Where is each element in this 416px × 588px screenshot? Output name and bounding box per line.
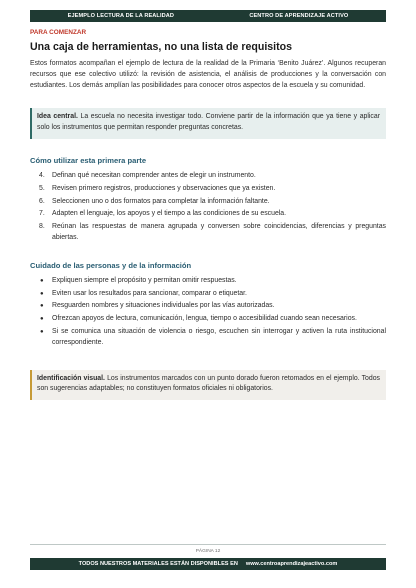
page-content xyxy=(30,29,386,400)
bullet-text: Ofrezcan apoyos de lectura, comunicación, lengua, tiempo o accesibilidad cuando sean necesarios. xyxy=(52,315,357,323)
bullet-icon: ● xyxy=(40,328,44,335)
step-number: 7. xyxy=(39,210,45,218)
bullet-icon: ● xyxy=(40,303,44,310)
visual-id-callout xyxy=(30,370,386,401)
bullet-text: Resguarden nombres y situaciones individuales por las vías autorizadas. xyxy=(52,302,275,310)
list-item xyxy=(30,276,386,287)
step-text: Reúnan las respuestas de manera agrupada y conversen sobre coincidencias, diferencias y preguntas abiertas. xyxy=(52,223,386,241)
bullet-text: Si se comunica una situación de violencia o riesgo, escuchen sin interrogar y activen la ruta institucional correspondiente. xyxy=(52,327,386,346)
list-item xyxy=(30,327,386,349)
section-heading-care: Cuidado de las personas y de la información xyxy=(30,260,192,270)
step-text: Revisen primero registros, producciones y observaciones que ya existen. xyxy=(52,184,276,192)
footer-url-link[interactable]: www.centroaprendizajeactivo.com xyxy=(245,561,338,567)
callout-text: La escuela no necesita investigar todo. Conviene partir de la información que ya tiene y aplicar solo los instrumentos que permitan responder preguntas concretas. xyxy=(37,113,381,132)
central-idea-callout xyxy=(30,108,386,139)
steps-list xyxy=(30,171,386,244)
step-number: 8. xyxy=(39,223,45,231)
step-number: 5. xyxy=(39,184,45,192)
list-item xyxy=(30,222,386,244)
list-item xyxy=(30,289,386,300)
step-text: Adapten el lenguaje, los apoyos y el tiempo a las condiciones de su escuela. xyxy=(52,210,287,218)
step-text: Definan qué necesitan comprender antes de elegir un instrumento. xyxy=(52,171,256,179)
intro-paragraph: Estos formatos acompañan el ejemplo de lectura de la realidad de la Primaria ‘Benito Juárez’. Algunos recuperan recursos que ese colectivo utilizó: la revisión de asistencia, el análisis de producciones y la conversación con estudiantes. Los demás amplían las posibilidades para conocer otros aspectos de la escuela y su comunidad. xyxy=(30,60,386,89)
section-kicker: PARA COMENZAR xyxy=(30,29,87,36)
section-heading-usage: Cómo utilizar esta primera parte xyxy=(30,155,147,165)
bullet-text: Expliquen siempre el propósito y permitan omitir respuestas. xyxy=(52,276,237,284)
callout-label: Idea central. xyxy=(37,113,78,121)
step-number: 6. xyxy=(39,197,45,205)
callout-text: Los instrumentos marcados con un punto dorado fueron retomados en el ejemplo. Todos son sugerencias adaptables; no constituyen formatos oficiales ni obligatorios. xyxy=(37,374,380,393)
header-bar xyxy=(30,10,386,22)
footer-bar xyxy=(30,558,386,570)
bullet-icon: ● xyxy=(40,316,44,323)
list-item xyxy=(30,197,386,208)
page-number: PÁGINA 12 xyxy=(195,549,221,554)
step-number: 4. xyxy=(39,171,45,179)
callout-label: Identificación visual. xyxy=(37,374,105,382)
footer-divider xyxy=(30,544,386,545)
care-list xyxy=(30,276,386,349)
header-right-title: CENTRO DE APRENDIZAJE ACTIVO xyxy=(249,13,349,19)
bullet-icon: ● xyxy=(40,290,44,297)
bullet-icon: ● xyxy=(40,277,44,284)
step-text: Seleccionen uno o dos formatos para completar la información faltante. xyxy=(52,197,270,205)
list-item xyxy=(30,301,386,312)
bullet-text: Eviten usar los resultados para sancionar, comparar o etiquetar. xyxy=(52,289,247,297)
page-title: Una caja de herramientas, no una lista de requisitos xyxy=(30,41,292,53)
footer-text: TODOS NUESTROS MATERIALES ESTÁN DISPONIBLES EN xyxy=(78,561,238,567)
list-item xyxy=(30,209,386,220)
list-item xyxy=(30,171,386,182)
header-left-title: EJEMPLO LECTURA DE LA REALIDAD xyxy=(67,13,175,19)
list-item xyxy=(30,184,386,195)
list-item xyxy=(30,314,386,325)
